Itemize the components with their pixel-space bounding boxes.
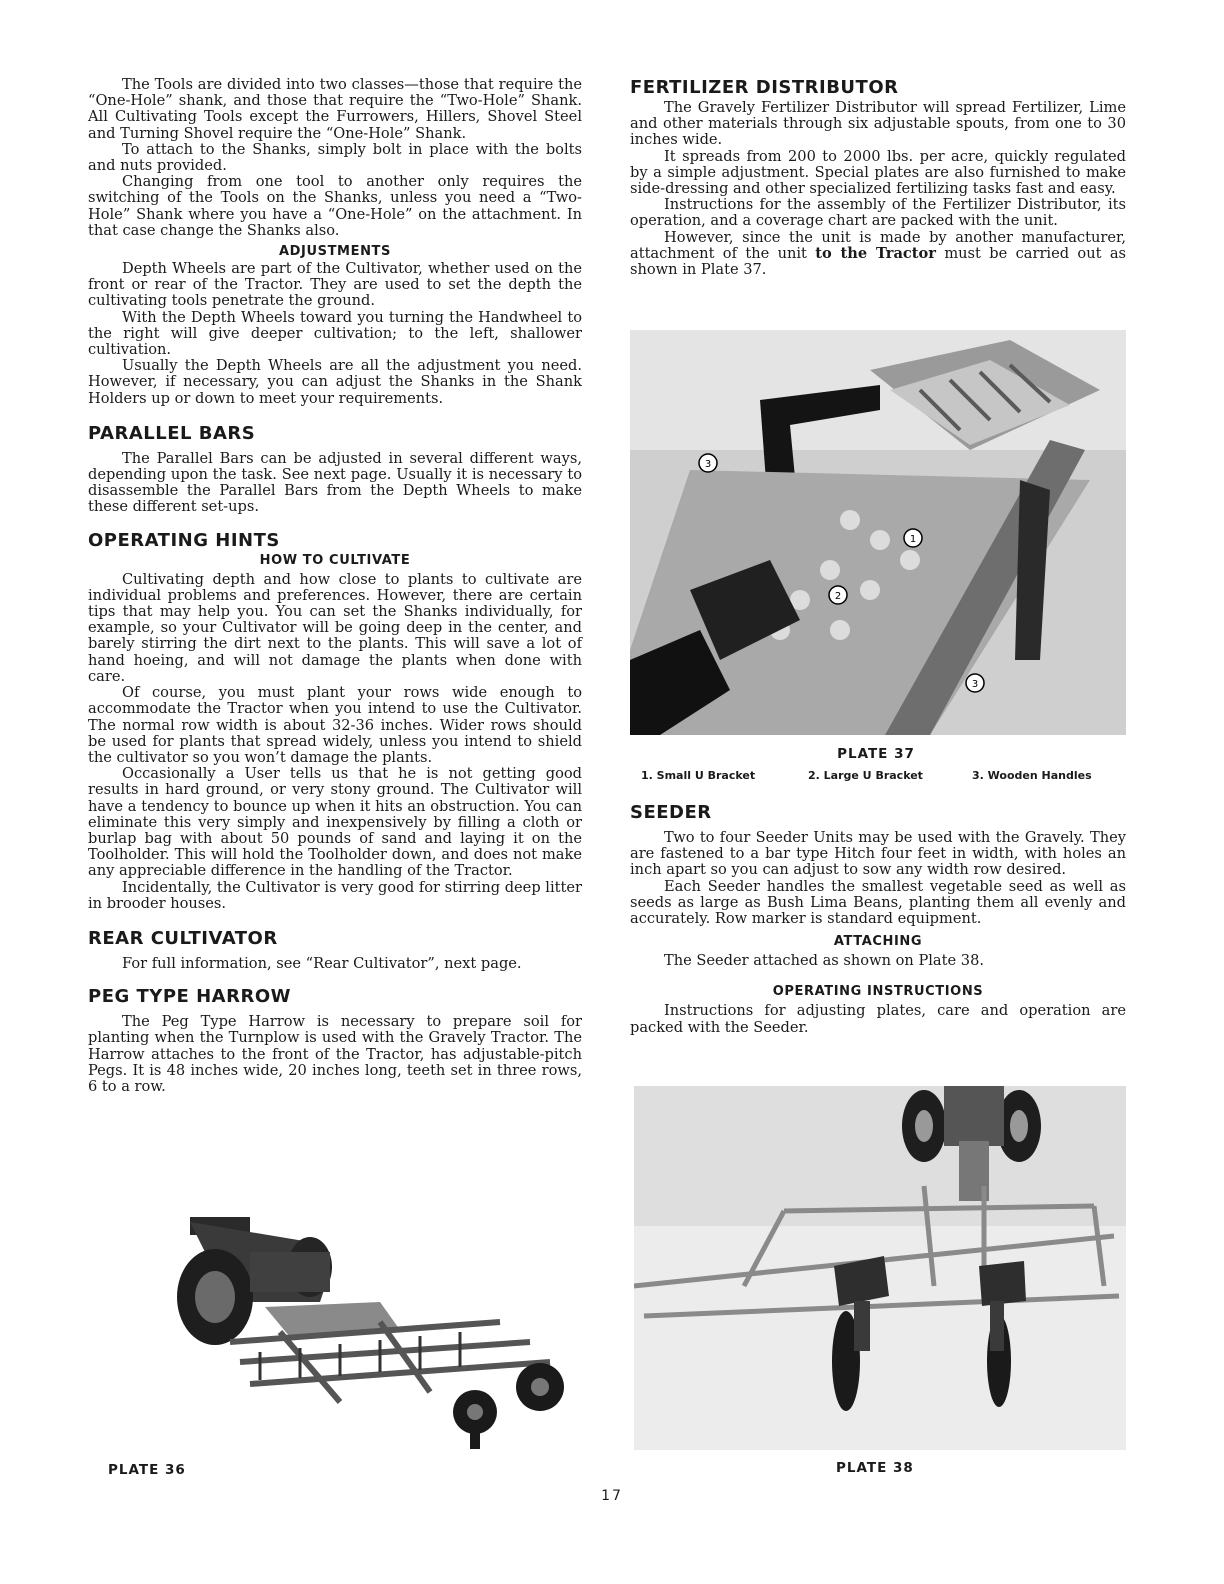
operating-hints-paragraph: Occasionally a User tells us that he is not getting good results in hard ground, or very stony ground. The Cultivator will have a tendency to bounce up when it hits an obstruction. You can eliminate this very simply and inexpensively by filling a cloth or burlap bag with about 50 pounds of sand and laying it on the Toolholder. This will hold the Toolholder down, and does not make any appreciable difference in the handling of the Tractor. [88,765,582,880]
operating-instructions-paragraph: Instructions for adjusting plates, care and operation are packed with the Seeder. [630,1002,1126,1036]
right-column [630,77,1126,278]
operating-hints-paragraph: Incidentally, the Cultivator is very good for stirring deep litter in brooder houses. [88,878,582,912]
fertilizer-heading: FERTILIZER DISTRIBUTOR [630,77,899,98]
seeder-paragraph: Each Seeder handles the smallest vegetable seed as well as seeds as large as Bush Lima Beans, planting them all evenly and accurately. Row marker is standard equipment. [630,877,1126,928]
fertilizer-paragraph: The Gravely Fertilizer Distributor will spread Fertilizer, Lime and other materials through six adjustable spouts, from one to 30 inches wide. [630,99,1126,149]
plate-36-harrow-photo [170,1212,590,1452]
adjustments-paragraph: Usually the Depth Wheels are all the adjustment you need. However, if necessary, you can adjust the Shanks in the Shank Holders up or down to meet your requirements. [88,357,582,407]
adjustments-paragraph: Depth Wheels are part of the Cultivator, whether used on the front or rear of the Tractor. They are used to set the depth the cultivating tools penetrate the ground. [88,260,582,310]
marker-2: 2 [834,591,842,602]
attaching-paragraph: The Seeder attached as shown on Plate 38. [664,952,984,970]
plate-37-caption: PLATE 37 [837,746,915,762]
parallel-bars-heading: PARALLEL BARS [88,422,256,444]
how-to-cultivate-heading: HOW TO CULTIVATE [259,552,411,568]
marker-1: 1 [909,534,917,545]
fertilizer-paragraph: However, since the unit is made by another manufacturer, attachment of the unit to the Tractor must be carried out as shown in Plate 37. [630,228,1127,279]
marker-3-top: 3 [704,459,712,470]
seeder-heading: SEEDER [630,802,712,823]
page-number: 17 [601,1488,623,1504]
left-column [88,77,582,1095]
operating-hints-paragraph: Of course, you must plant your rows wide enough to accommodate the Tractor when you intend to use the Cultivator. The normal row width is about 32-36 inches. Wider rows should be used for plants that spread widely, unless you intend to shield the cultivator so you won’t damage the plants. [88,684,582,766]
seeder-paragraph: Two to four Seeder Units may be used with the Gravely. They are fastened to a bar type Hitch four feet in width, with holes an inch apart so you can adjust to sow any width row desired. [630,829,1126,879]
operating-instructions-heading: OPERATING INSTRUCTIONS [772,984,984,1000]
plate-37-fertilizer-photo [630,330,1126,735]
legend-item-2: 2. Large U Bracket [808,769,923,782]
tractor-emphasis: to the Tractor [815,244,936,262]
seeder-section [630,802,1126,1036]
fertilizer-paragraph: It spreads from 200 to 2000 lbs. per acre, quickly regulated by a simple adjustment. Special plates are also furnished to make side-dressing and other specialized fertilizing tasks fast and easy. [630,147,1126,198]
parallel-bars-paragraph: The Parallel Bars can be adjusted in several different ways, depending upon the task. See next page. Usually it is necessary to disassemble the Parallel Bars from the Depth Wheels to make these different set-ups. [88,449,582,516]
intro-paragraph: The Tools are divided into two classes—those that require the “One-Hole” shank, and those that require the “Two-Hole” Shank. All Cultivating Tools except the Furrowers, Hillers, Shovel Steel and Turning Shovel require the “One-Hole” Shank. [88,76,582,142]
intro-paragraph: To attach to the Shanks, simply bolt in place with the bolts and nuts provided. [88,140,582,175]
adjustments-paragraph: With the Depth Wheels toward you turning the Handwheel to the right will give deeper cultivation; to the left, shallower cultivation. [88,308,582,359]
adjustments-heading: ADJUSTMENTS [278,244,391,260]
peg-harrow-paragraph: The Peg Type Harrow is necessary to prepare soil for planting when the Turnplow is used with the Gravely Tractor. The Harrow attaches to the front of the Tractor, has adjustable-pitch Pegs. It is 48 inches wide, 20 inches long, teeth set in three rows, 6 to a row. [88,1013,582,1095]
fertilizer-paragraph: Instructions for the assembly of the Fertilizer Distributor, its operation, and a coverage chart are packed with the unit. [630,196,1126,230]
operating-hints-heading: OPERATING HINTS [88,529,280,551]
plate-38-seeder-photo [634,1086,1126,1450]
legend-item-1: 1. Small U Bracket [641,769,756,782]
plate-38-caption: PLATE 38 [836,1460,914,1476]
attaching-heading: ATTACHING [833,934,923,950]
legend-item-3: 3. Wooden Handles [972,769,1092,782]
rear-cultivator-paragraph: For full information, see “Rear Cultivator”, next page. [122,954,522,972]
operating-hints-paragraph: Cultivating depth and how close to plants to cultivate are individual problems and preferences. However, there are certain tips that may help you. You can set the Shanks individually, for example, so your Cultivator will be going deep in the center, and barely stirring the dirt next to the plants. This will save a lot of hand hoeing, and will not damage the plants when done with care. [88,570,582,685]
plate-36-caption: PLATE 36 [108,1462,186,1478]
marker-3-bottom: 3 [971,679,979,690]
peg-harrow-heading: PEG TYPE HARROW [88,986,291,1008]
intro-paragraph: Changing from one tool to another only requires the switching of the Tools on the Shanks, unless you need a “Two-Hole” Shank where you have a “One-Hole” on the attachment. In that case change the Shanks also. [88,173,582,239]
rear-cultivator-heading: REAR CULTIVATOR [88,927,278,949]
